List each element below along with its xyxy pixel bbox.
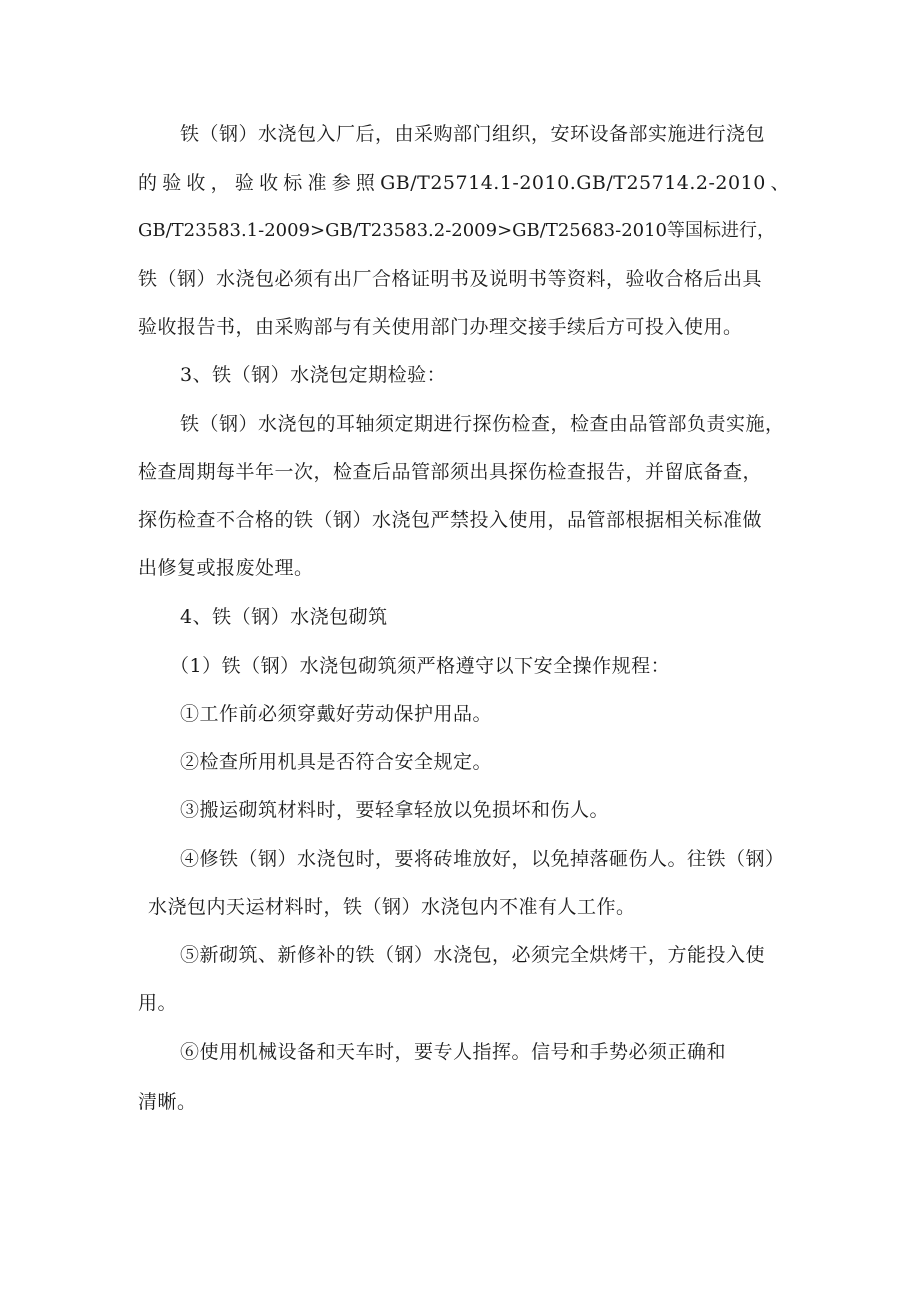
list-item: ⑤新砌筑、新修补的铁（钢）水浇包，必须完全烘烤干，方能投入使 — [180, 944, 766, 966]
paragraph-line: 的验收，验收标准参照GB/T25714.1-2010.GB/T25714.2-2010、 — [138, 172, 790, 194]
paragraph-line: 检查周期每半年一次，检查后品管部须出具探伤检查报告，并留底备查， — [138, 461, 763, 483]
paragraph-line: 铁（钢）水浇包必须有出厂合格证明书及说明书等资料，验收合格后出具 — [138, 268, 763, 290]
list-item: ③搬运砌筑材料时，要轻拿轻放以免损坏和伤人。 — [180, 799, 610, 821]
paragraph-line: 铁（钢）水浇包的耳轴须定期进行探伤检查，检查由品管部负责实施， — [180, 413, 785, 435]
list-item: 清晰。 — [138, 1091, 197, 1113]
list-item: 用。 — [138, 992, 178, 1014]
paragraph-line: 铁（钢）水浇包入厂后，由采购部门组织，安环设备部实施进行浇包 — [180, 123, 766, 145]
list-item: ④修铁（钢）水浇包时，要将砖堆放好，以免掉落砸伤人。往铁（钢） — [180, 848, 785, 870]
paragraph-line: GB/T23583.1-2009>GB/T23583.2-2009>GB/T25683-2010等国标进行， — [138, 220, 775, 241]
list-item: ①工作前必须穿戴好劳动保护用品。 — [180, 703, 493, 725]
paragraph-line: 探伤检查不合格的铁（钢）水浇包严禁投入使用，品管部根据相关标准做 — [138, 509, 763, 531]
paragraph-line: 验收报告书，由采购部与有关使用部门办理交接手续后方可投入使用。 — [138, 316, 743, 338]
list-item: 水浇包内天运材料时，铁（钢）水浇包内不准有人工作。 — [148, 896, 636, 918]
sub-heading: （1）铁（钢）水浇包砌筑须严格遵守以下安全操作规程： — [170, 655, 671, 677]
list-item: ⑥使用机械设备和天车时，要专人指挥。信号和手势必须正确和 — [180, 1041, 727, 1063]
paragraph-line: 出修复或报废处理。 — [138, 557, 314, 579]
section-heading: 4、铁（钢）水浇包砌筑 — [180, 606, 388, 628]
list-item: ②检查所用机具是否符合安全规定。 — [180, 751, 493, 773]
section-heading: 3、铁（钢）水浇包定期检验： — [180, 364, 447, 386]
